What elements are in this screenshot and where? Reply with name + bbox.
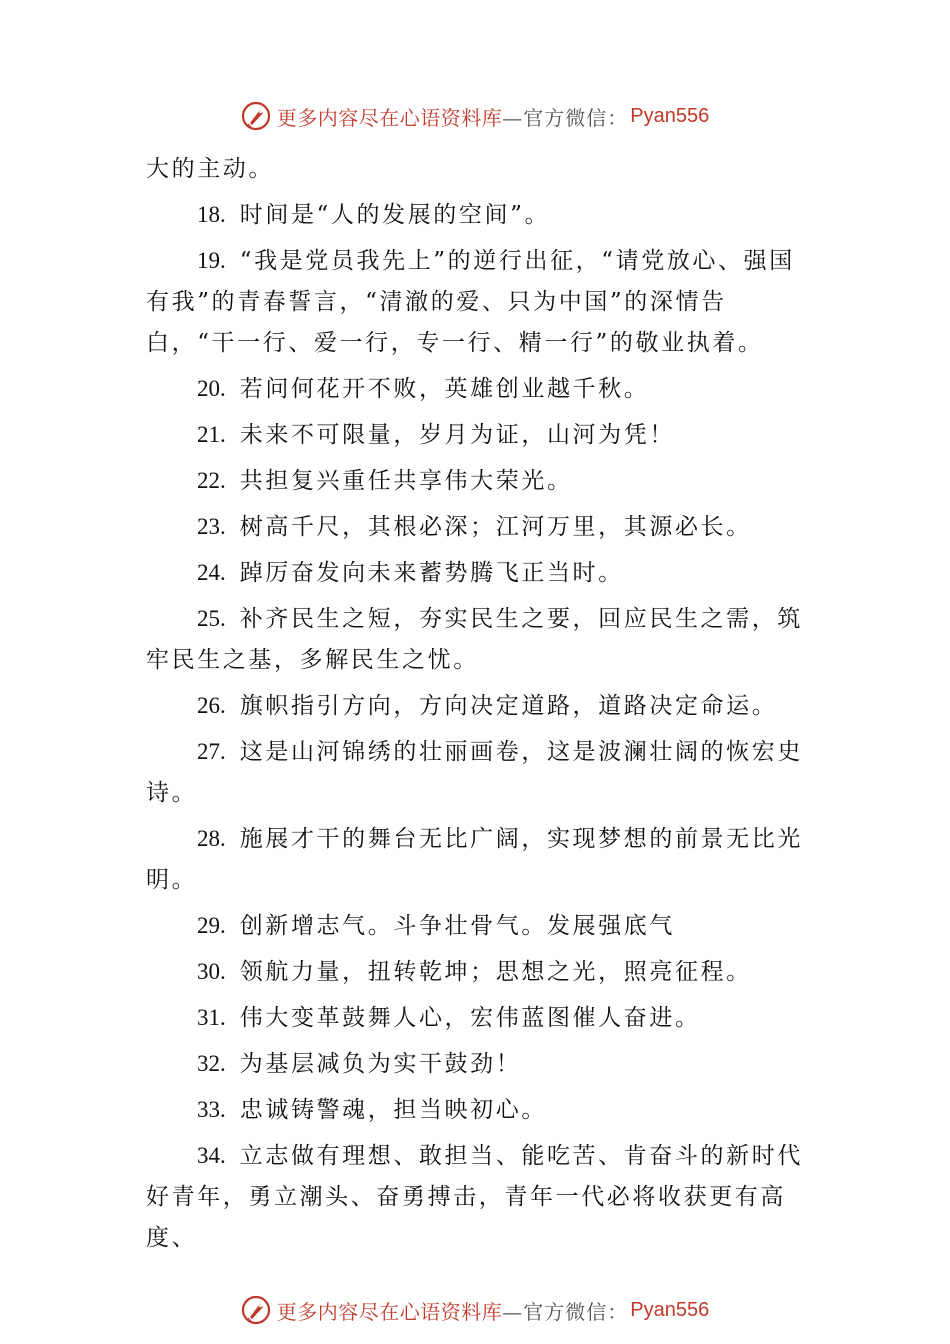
list-item (146, 685, 811, 727)
item-text: 这是山河锦绣的壮丽画卷，这是波澜壮阔的恢宏史诗。 (146, 739, 803, 806)
list-item (146, 368, 811, 410)
header-wechat-label: —官方微信： (502, 105, 629, 130)
item-text: 时间是“人的发展的空间”。 (239, 202, 551, 228)
list-item (146, 460, 811, 502)
item-text: 共担复兴重任共享伟大荣光。 (239, 468, 573, 494)
item-text: 踔厉奋发向未来蓄势腾飞正当时。 (239, 560, 624, 586)
item-number: 20. (197, 376, 226, 401)
item-number: 27. (197, 739, 226, 764)
footer-wechat-id: Pyan556 (630, 1298, 710, 1321)
item-number: 28. (197, 826, 226, 851)
item-number: 24. (197, 560, 226, 585)
item-text: 领航力量，扭转乾坤；思想之光，照亮征程。 (239, 959, 752, 985)
list-item (146, 598, 811, 681)
item-text: 树高千尺，其根必深；江河万里，其源必长。 (239, 514, 752, 540)
list-item (146, 731, 811, 814)
item-text: 忠诚铸警魂，担当映初心。 (239, 1097, 547, 1123)
item-number: 34. (197, 1143, 226, 1168)
item-number: 31. (197, 1005, 226, 1030)
item-number: 32. (197, 1051, 226, 1076)
pen-nib-logo-icon (241, 101, 271, 131)
item-number: 18. (197, 202, 226, 227)
numbered-list (146, 194, 811, 1259)
list-item (146, 951, 811, 993)
list-item (146, 240, 811, 364)
pen-nib-logo-icon (241, 1295, 271, 1325)
list-item (146, 414, 811, 456)
item-text: 若问何花开不败，英雄创业越千秋。 (239, 376, 650, 402)
item-text: 创新增志气。斗争壮骨气。发展强底气 (239, 913, 675, 939)
list-item (146, 194, 811, 236)
document-body (146, 149, 811, 1263)
item-number: 23. (197, 514, 226, 539)
list-item (146, 818, 811, 901)
list-item (146, 1043, 811, 1085)
item-text: 旗帜指引方向，方向决定道路，道路决定命运。 (239, 693, 778, 719)
footer-wechat-label: —官方微信： (502, 1299, 629, 1324)
item-text: 补齐民生之短，夯实民生之要，回应民生之需，筑牢民生之基，多解民生之忧。 (146, 606, 803, 673)
list-item (146, 997, 811, 1039)
item-number: 26. (197, 693, 226, 718)
header-banner (0, 96, 950, 136)
item-number: 25. (197, 606, 226, 631)
list-item (146, 1135, 811, 1259)
item-text: 伟大变革鼓舞人心，宏伟蓝图催人奋进。 (239, 1005, 701, 1031)
list-item (146, 506, 811, 548)
item-number: 29. (197, 913, 226, 938)
item-number: 30. (197, 959, 226, 984)
item-text: 为基层减负为实干鼓劲！ (239, 1051, 522, 1077)
footer-brand-text: 更多内容尽在心语资料库 (276, 1299, 503, 1324)
item-text: “我是党员我先上”的逆行出征，“请党放心、强国有我”的青春誓言，“清澈的爱、只为中国”的深情告白，“干一行、爱一行，专一行、精一行”的敬业执着。 (146, 248, 795, 356)
item-number: 21. (197, 422, 226, 447)
header-wechat-id: Pyan556 (630, 104, 710, 127)
footer-banner (0, 1290, 950, 1330)
list-item (146, 905, 811, 947)
item-number: 22. (197, 468, 226, 493)
item-number: 19. (197, 248, 226, 273)
item-text: 施展才干的舞台无比广阔，实现梦想的前景无比光明。 (146, 826, 803, 893)
list-item (146, 1089, 811, 1131)
item-text: 未来不可限量，岁月为证，山河为凭！ (239, 422, 675, 448)
header-brand-text: 更多内容尽在心语资料库 (276, 105, 503, 130)
list-item (146, 552, 811, 594)
intro-paragraph: 大的主动。 (146, 156, 274, 182)
item-number: 33. (197, 1097, 226, 1122)
item-text: 立志做有理想、敢担当、能吃苦、肯奋斗的新时代好青年，勇立潮头、奋勇搏击，青年一代必将收获更有高度、 (146, 1143, 803, 1251)
